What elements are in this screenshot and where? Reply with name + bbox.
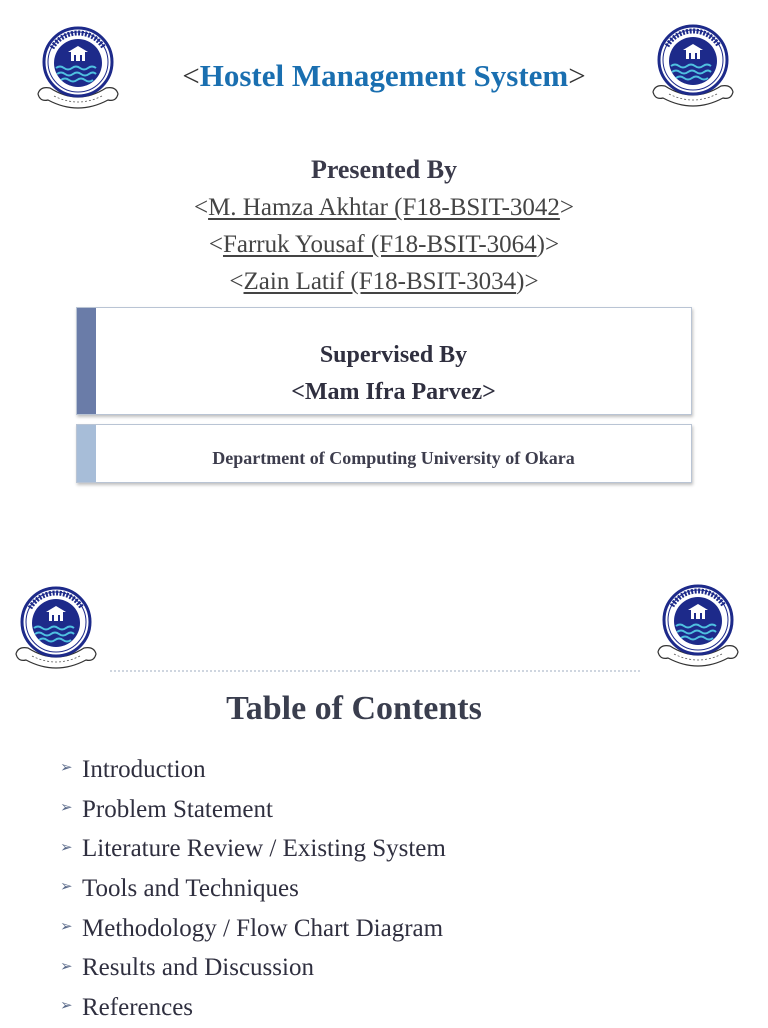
university-logo-right <box>650 582 746 672</box>
toc-item-label: Results and Discussion <box>82 954 314 982</box>
title-text: Hostel Management System <box>199 58 569 93</box>
toc-item <box>60 948 446 988</box>
member-name: Zain Latif (F18-BSIT-3034 <box>243 268 517 295</box>
toc-item <box>60 988 446 1028</box>
toc-item <box>60 869 446 909</box>
arrow-bullet-icon: ➢ <box>60 958 73 975</box>
team-member: <Zain Latif (F18-BSIT-3034)> <box>229 268 539 295</box>
presented-by-heading: Presented By <box>310 155 458 184</box>
arrow-bullet-icon: ➢ <box>60 760 73 777</box>
member-name: M. Hamza Akhtar (F18-BSIT-3042 <box>208 194 560 221</box>
title-close-bracket: > <box>568 58 586 93</box>
arrow-bullet-icon: ➢ <box>60 919 73 936</box>
team-member: <Farruk Yousaf (F18-BSIT-3064)> <box>208 231 560 258</box>
divider <box>110 670 640 672</box>
title-open-bracket: < <box>182 58 200 93</box>
university-seal-icon <box>8 584 104 674</box>
arrow-bullet-icon: ➢ <box>60 879 73 896</box>
toc-title: Table of Contents <box>226 690 482 727</box>
arrow-bullet-icon: ➢ <box>60 839 73 856</box>
toc-item <box>60 750 446 790</box>
toc-item <box>60 829 446 869</box>
university-logo-left <box>8 584 104 674</box>
accent-bar <box>77 425 96 482</box>
contents-slide <box>0 560 768 1024</box>
supervisor-box <box>76 307 692 415</box>
toc-item-label: Literature Review / Existing System <box>82 835 446 863</box>
toc-item-label: Methodology / Flow Chart Diagram <box>82 914 444 942</box>
toc-item <box>60 790 446 830</box>
toc-item <box>60 909 446 949</box>
accent-bar <box>77 308 96 414</box>
arrow-bullet-icon: ➢ <box>60 800 73 817</box>
toc-item-label: Tools and Techniques <box>82 874 299 902</box>
toc-list <box>60 750 446 1028</box>
team-member: <M. Hamza Akhtar (F18-BSIT-3042> <box>193 194 575 221</box>
arrow-bullet-icon: ➢ <box>60 998 73 1015</box>
presentation-title <box>0 58 768 94</box>
member-name: Farruk Yousaf (F18-BSIT-3064 <box>222 231 537 258</box>
supervisor-name: <Mam Ifra Parvez> <box>291 379 496 405</box>
department-box <box>76 424 692 483</box>
supervised-by-label: Supervised By <box>319 342 468 368</box>
department-name: Department of Computing University of Okara <box>212 448 575 468</box>
university-seal-icon <box>650 582 746 672</box>
toc-item-label: Problem Statement <box>82 795 273 823</box>
toc-item-label: Introduction <box>82 755 206 783</box>
toc-item-label: References <box>82 993 194 1021</box>
